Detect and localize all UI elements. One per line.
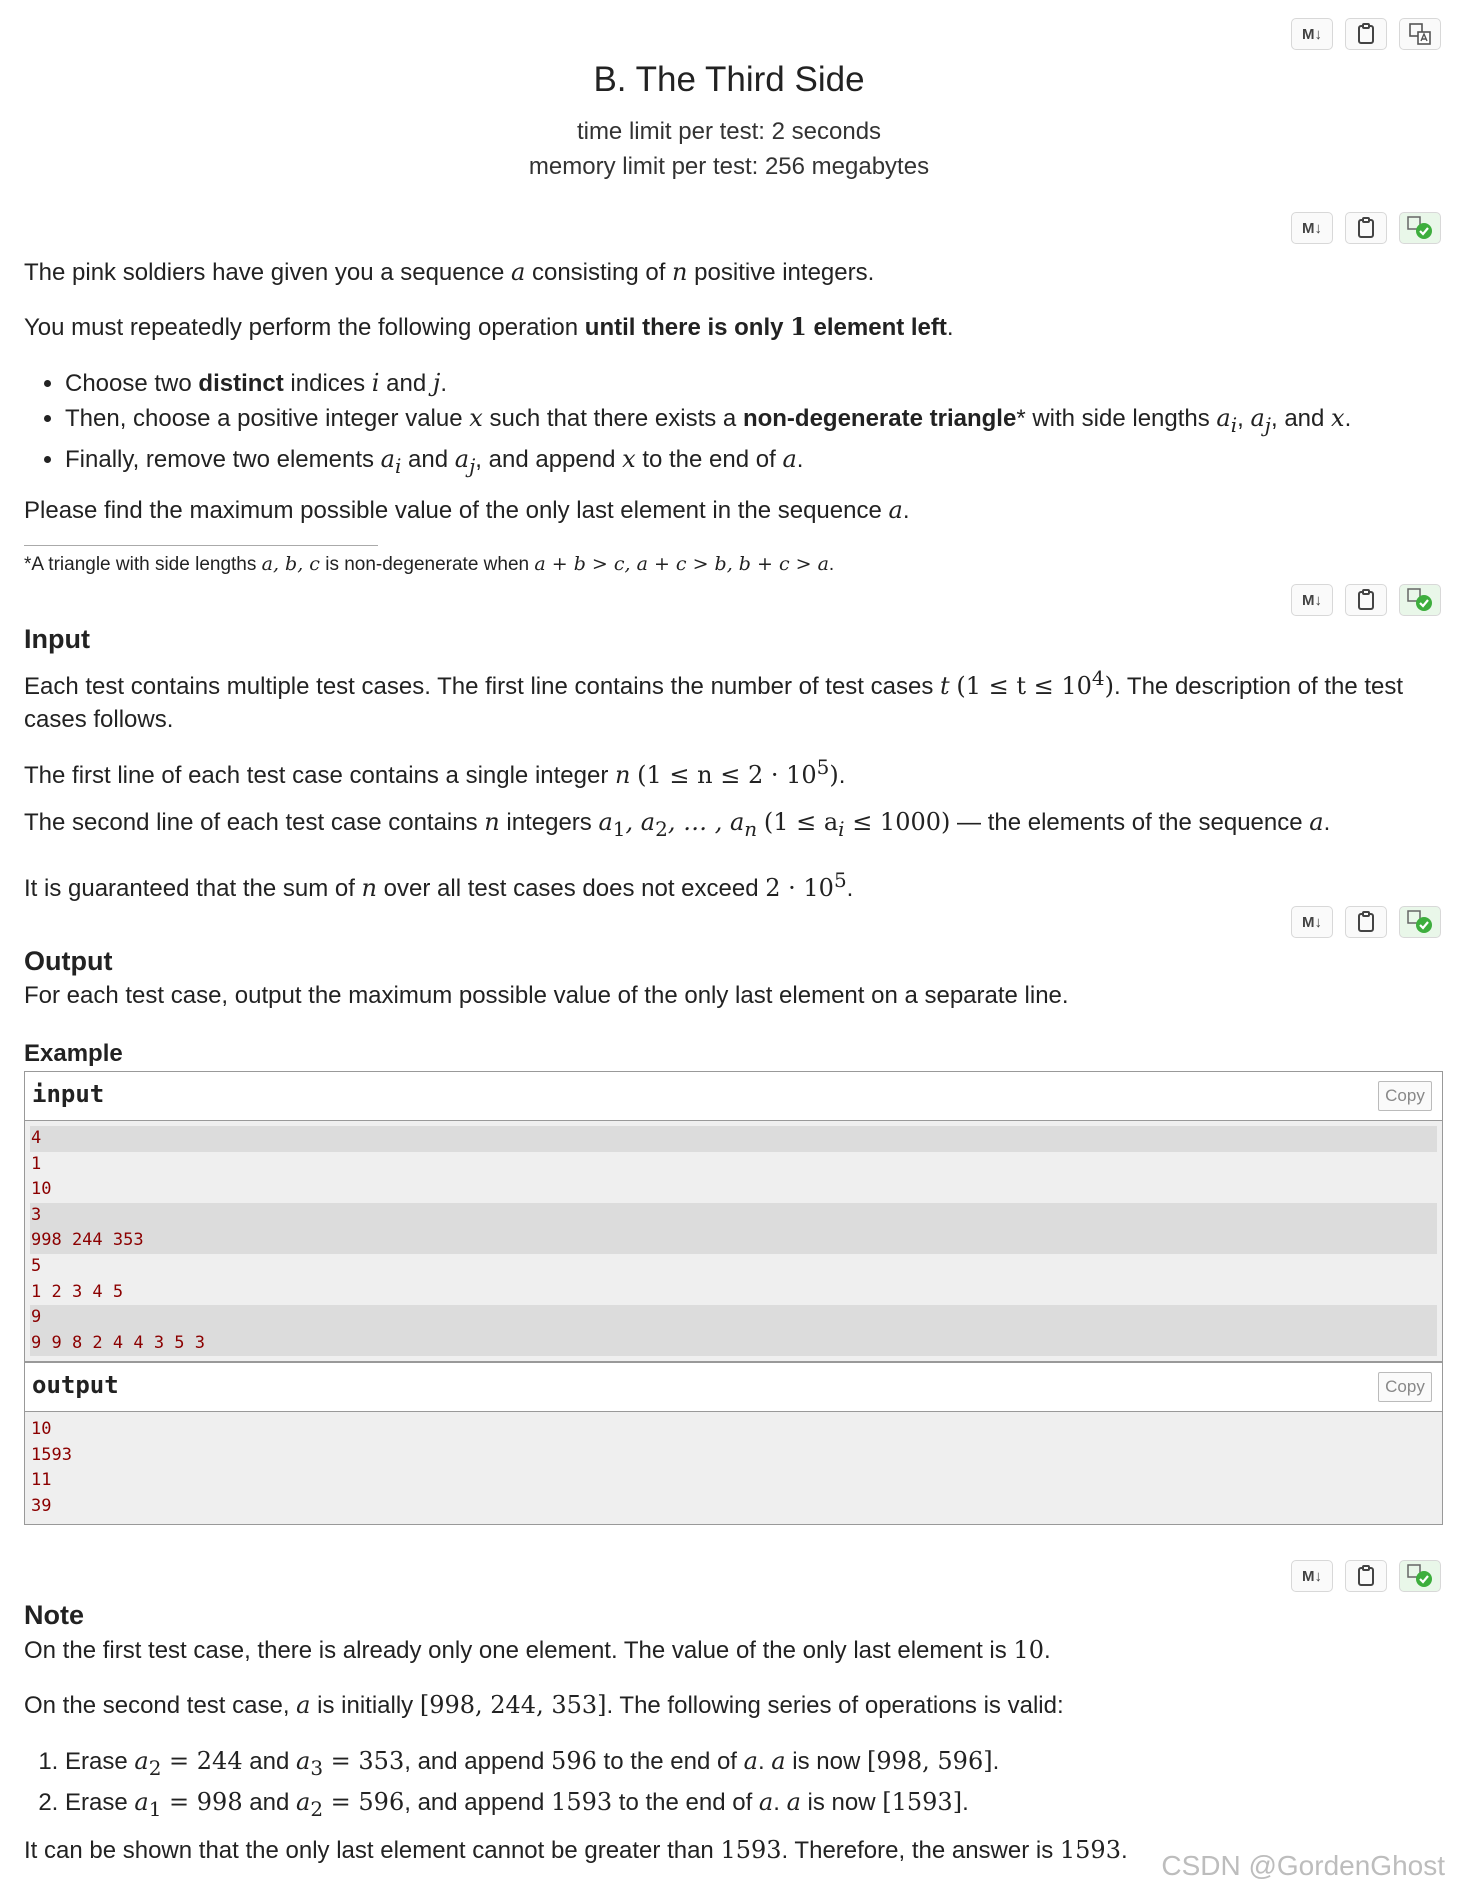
- list-item: • Finally, remove two elements $a_i$ and $a_j$, and append x to the end of a.: [65, 442, 1351, 483]
- translate-done-button[interactable]: [1399, 212, 1441, 244]
- input-line: 5: [31, 1255, 42, 1276]
- statement-paragraph-2: You must repeatedly perform the following operation until there is only 1 element left.: [24, 312, 954, 341]
- copy-clipboard-button[interactable]: [1345, 1560, 1387, 1592]
- note-toolbar: [1291, 1560, 1441, 1592]
- copy-input-button[interactable]: Copy: [1378, 1081, 1432, 1111]
- output-line: 1593: [31, 1444, 72, 1465]
- translate-check-icon: [1407, 216, 1433, 240]
- note-paragraph-3: It can be shown that the only last element cannot be greater than 1593. Therefore, the answer is 1593.: [24, 1836, 1128, 1864]
- copy-clipboard-button[interactable]: [1345, 906, 1387, 938]
- note-heading: Note: [24, 1600, 84, 1630]
- input-line: 1 2 3 4 5: [31, 1281, 124, 1302]
- output-paragraph: For each test case, output the maximum possible value of the only last element on a separate line.: [24, 982, 1069, 1009]
- example-output-header: [25, 1363, 1442, 1412]
- input-line: 998 244 353: [30, 1228, 1437, 1254]
- translate-done-button[interactable]: [1399, 906, 1441, 938]
- input-paragraph-3: The second line of each test case contains n integers $a_1$, $a_2$, … , $a_n$ $(1 \le a_i \le 1000)$ — the elements of the sequence a.: [24, 808, 1331, 841]
- operation-list: [24, 366, 1351, 483]
- translate-check-icon: [1407, 588, 1433, 612]
- output-line: 39: [31, 1495, 52, 1516]
- list-item: 1. Erase $a_2 = 244$ and $a_3 = 353$, and append 596 to the end of a. a is now [998, 596].: [65, 1744, 999, 1785]
- output-line: 11: [31, 1470, 52, 1491]
- input-line: 3: [30, 1203, 1437, 1229]
- output-line: 10: [31, 1419, 52, 1439]
- input-line: 9: [30, 1305, 1437, 1331]
- statement-paragraph-1: The pink soldiers have given you a sequence a consisting of n positive integers.: [24, 258, 875, 286]
- clipboard-icon: [1357, 217, 1375, 239]
- note-steps: [24, 1744, 999, 1826]
- example-output-box: [24, 1362, 1443, 1525]
- output-toolbar: [1291, 906, 1441, 938]
- translate-done-button[interactable]: [1399, 584, 1441, 616]
- translate-check-icon: [1407, 1564, 1433, 1588]
- translate-icon: [1409, 23, 1431, 45]
- memory-limit: memory limit per test: 256 megabytes: [528, 153, 930, 180]
- watermark: CSDN @GordenGhost: [1161, 1850, 1445, 1881]
- footnote-divider: [24, 545, 378, 546]
- markdown-button[interactable]: M↓: [1291, 906, 1333, 938]
- list-item: 2. Erase $a_1 = 998$ and $a_2 = 596$, and append 1593 to the end of a. a is now [1593].: [65, 1785, 999, 1826]
- clipboard-icon: [1357, 1565, 1375, 1587]
- input-heading: Input: [24, 624, 90, 654]
- input-line: 9 9 8 2 4 4 3 5 3: [30, 1331, 1437, 1357]
- example-input-label: input: [32, 1080, 105, 1108]
- statement-toolbar: [1291, 212, 1441, 244]
- clipboard-icon: [1357, 911, 1375, 933]
- note-paragraph-1: On the first test case, there is already only one element. The value of the only last element is 10.: [24, 1636, 1051, 1664]
- markdown-button[interactable]: M↓: [1291, 212, 1333, 244]
- translate-button[interactable]: [1399, 18, 1441, 50]
- input-paragraph-1: Each test contains multiple test cases. The first line contains the number of test cases t $(1 \le t \le 10^4)$. The description of the test cases follows.: [24, 666, 1404, 733]
- input-toolbar: [1291, 584, 1441, 616]
- note-paragraph-2: On the second test case, a is initially [998, 244, 353]. The following series of operations is valid:: [24, 1691, 1064, 1719]
- copy-clipboard-button[interactable]: [1345, 584, 1387, 616]
- example-input-header: [25, 1072, 1442, 1121]
- translate-done-button[interactable]: [1399, 1560, 1441, 1592]
- translate-check-icon: [1407, 910, 1433, 934]
- example-input-box: [24, 1071, 1443, 1362]
- input-line: 4: [30, 1126, 1437, 1152]
- copy-clipboard-button[interactable]: [1345, 212, 1387, 244]
- markdown-button[interactable]: M↓: [1291, 584, 1333, 616]
- clipboard-icon: [1357, 589, 1375, 611]
- statement-paragraph-3: Please find the maximum possible value of the only last element in the sequence a.: [24, 496, 910, 524]
- copy-output-button[interactable]: Copy: [1378, 1372, 1432, 1402]
- example-output-label: output: [32, 1371, 119, 1399]
- input-paragraph-4: It is guaranteed that the sum of n over all test cases does not exceed $2 \cdot 10^5$.: [24, 868, 854, 902]
- input-line: 1: [31, 1153, 42, 1174]
- list-item: • Then, choose a positive integer value x such that there exists a non-degenerate triangle* with side lengths $a_i$, $a_j$, and x.: [65, 401, 1351, 442]
- time-limit: time limit per test: 2 seconds: [576, 118, 882, 145]
- markdown-button[interactable]: M↓: [1291, 1560, 1333, 1592]
- copy-clipboard-button[interactable]: [1345, 18, 1387, 50]
- problem-title: B. The Third Side: [593, 60, 865, 99]
- example-output-body[interactable]: [25, 1412, 1442, 1524]
- footnote: *A triangle with side lengths a, b, c is non-degenerate when a + b > c, a + c > b, b + c > a.: [24, 553, 835, 575]
- markdown-button[interactable]: M↓: [1291, 18, 1333, 50]
- list-item: • Choose two distinct indices i and j.: [65, 366, 1351, 401]
- header-toolbar: [1291, 18, 1441, 50]
- output-heading: Output: [24, 946, 113, 976]
- example-heading: Example: [24, 1040, 123, 1067]
- clipboard-icon: [1357, 23, 1375, 45]
- problem-header: [24, 58, 1434, 184]
- input-line: 10: [31, 1179, 52, 1200]
- input-paragraph-2: The first line of each test case contains a single integer n $(1 \le n \le 2 \cdot 10^5)$.: [24, 755, 846, 789]
- example-input-body[interactable]: [25, 1121, 1442, 1361]
